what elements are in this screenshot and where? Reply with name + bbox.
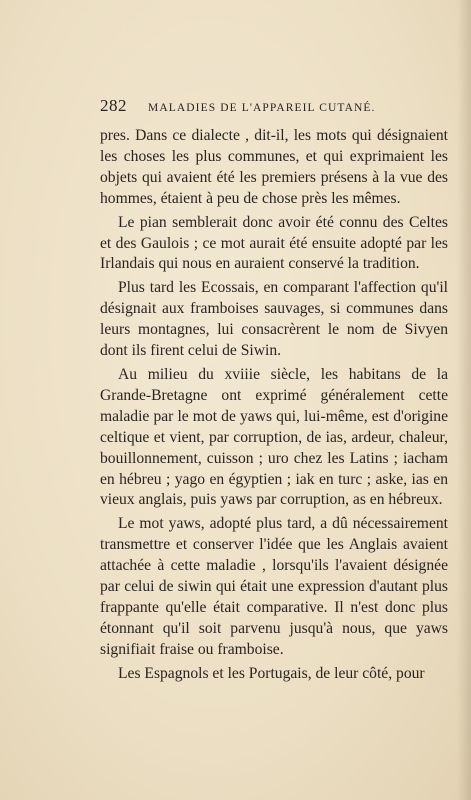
paragraph: pres. Dans ce dialecte , dit-il, les mots qui désignaient les choses les plus communes, et qui exprimaient les objets qui avaient été les premiers présens à la vue des hommes, étaient à peu de chose près les mêmes. [100, 127, 448, 207]
page-header [100, 96, 450, 116]
paragraph: Les Espagnols et les Portugais, de leur côté, pour [118, 664, 425, 682]
paragraph: Au milieu du xviiie siècle, les habitans de la Grande-Bretagne ont exprimé généralement cette maladie par le mot de yaws qui, lui-même, est d'origine celtique et vient, par corruption, de ias, ardeur, chaleur, bouillonnement, cuisson ; uro chez les Latins ; iacham en hébreu ; yago en égyptien ; iak en turc ; aske, ias en vieux anglais, puis yaws par corruption, as en hébreux. [100, 365, 448, 509]
page-number: 282 [100, 96, 127, 115]
paragraph: Le pian semblerait donc avoir été connu des Celtes et des Gaulois ; ce mot aurait été ensuite adopté par les Irlandais qui nous en auraient conservé la tradition. [100, 213, 448, 273]
page-edge-shadow [457, 0, 471, 800]
running-title: MALADIES DE L'APPAREIL CUTANÉ. [148, 102, 376, 114]
body-text [100, 126, 448, 685]
paragraph: Plus tard les Ecossais, en comparant l'affection qu'il désignait aux framboises sauvages, si communes dans leurs montagnes, lui consacrèrent le nom de Sivyen dont ils firent celui de Siwin. [100, 279, 448, 360]
paragraph: Le mot yaws, adopté plus tard, a dû nécessairement transmettre et conserver l'idée que les Anglais avaient attachée à cette maladie , lorsqu'ils l'avaient désignée par celui de siwin qui était une expression d'autant plus frappante qu'elle était comparative. Il n'est donc plus étonnant qu'il soit parvenu jusqu'à nous, que yaws signifiait fraise ou framboise. [100, 515, 448, 658]
